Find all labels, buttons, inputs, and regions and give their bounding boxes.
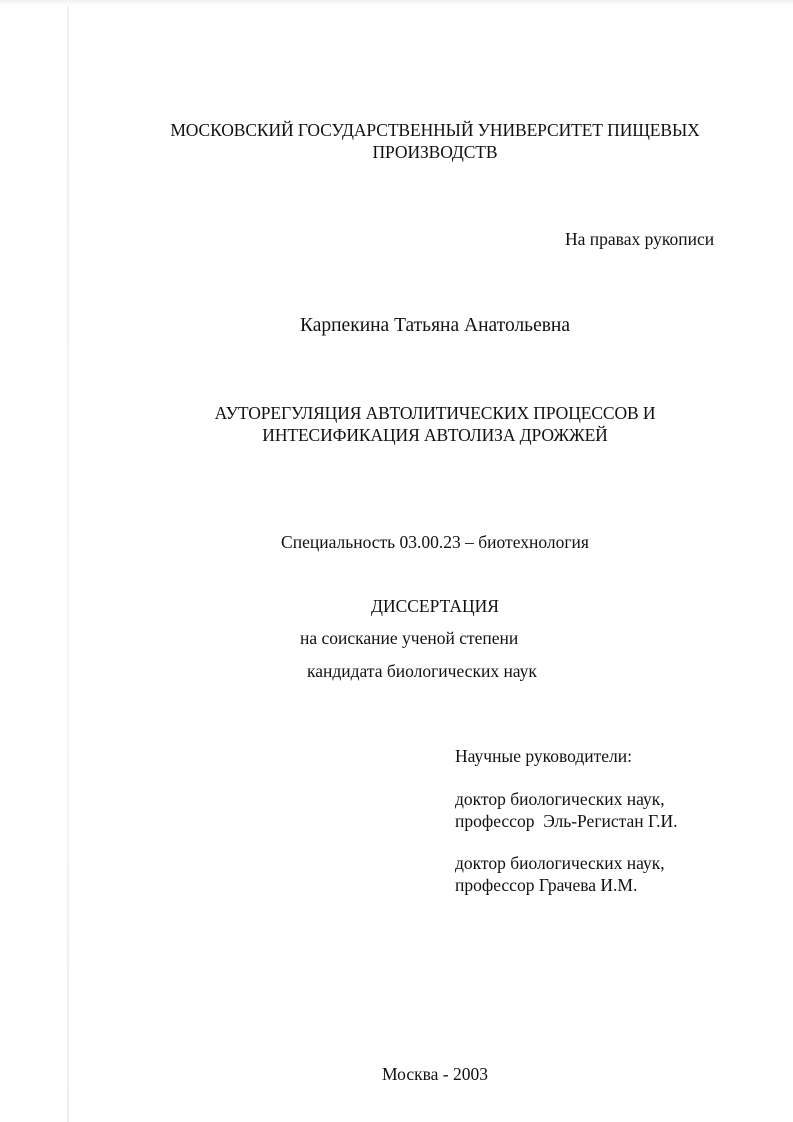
dissertation-title [120, 402, 750, 446]
supervisor-2 [455, 852, 665, 896]
supervisor-1-degree: доктор биологических наук, [455, 789, 665, 809]
dissertation-title-line-2: ИНТЕСИФИКАЦИЯ АВТОЛИЗА ДРОЖЖЕЙ [262, 425, 608, 445]
manuscript-note: На правах рукописи [565, 229, 715, 249]
scan-top-shadow [0, 0, 793, 6]
supervisor-2-degree: доктор биологических наук, [455, 853, 665, 873]
degree-line-1: на соискание ученой степени [300, 628, 519, 648]
supervisors-heading: Научные руководители: [455, 746, 632, 766]
scan-edge-shadow [67, 0, 69, 1122]
university-name [120, 119, 750, 163]
supervisor-2-name: профессор Грачева И.М. [455, 875, 638, 895]
university-name-line-2: ПРОИЗВОДСТВ [372, 142, 498, 162]
author-name: Карпекина Татьяна Анатольевна [299, 315, 571, 336]
dissertation-title-line-1: АУТОРЕГУЛЯЦИЯ АВТОЛИТИЧЕСКИХ ПРОЦЕССОВ И [214, 403, 656, 423]
supervisor-1-name: профессор Эль-Регистан Г.И. [455, 811, 678, 831]
place-and-year: Москва - 2003 [382, 1064, 488, 1084]
specialty: Специальность 03.00.23 – биотехнология [281, 532, 589, 552]
supervisor-1 [455, 788, 678, 832]
document-type: ДИССЕРТАЦИЯ [371, 596, 499, 616]
degree-line-2: кандидата биологических наук [307, 661, 537, 681]
university-name-line-1: МОСКОВСКИЙ ГОСУДАРСТВЕННЫЙ УНИВЕРСИТЕТ ПИЩЕВЫХ [170, 120, 700, 140]
